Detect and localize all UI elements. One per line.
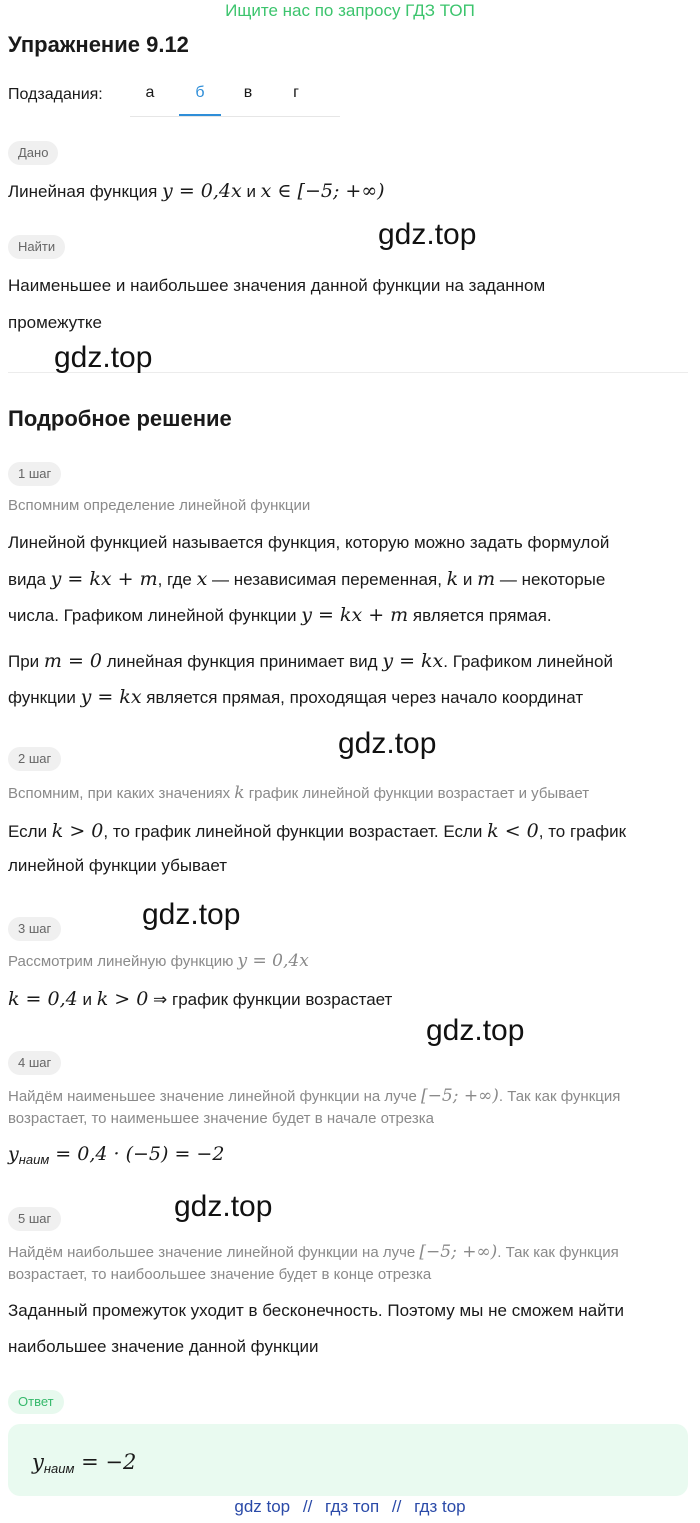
formula-subscript: наим bbox=[43, 1461, 75, 1476]
footer-links bbox=[0, 1497, 700, 1517]
text-fragment: . Так как функция bbox=[498, 1088, 621, 1105]
step-1-p2-line-2 bbox=[8, 686, 583, 708]
footer-link[interactable]: гдз топ bbox=[325, 1497, 380, 1516]
tab-a[interactable]: а bbox=[145, 84, 155, 101]
text-fragment: , где bbox=[157, 570, 197, 589]
text-fragment: — некоторые bbox=[495, 570, 606, 589]
step-4-badge: 4 шаг bbox=[8, 1051, 61, 1075]
text-fragment: Найдём наибольшее значение линейной функции на луче bbox=[8, 1244, 420, 1261]
active-tab-indicator bbox=[179, 114, 221, 116]
footer-separator: // bbox=[391, 1497, 402, 1516]
step-5-badge: 5 шаг bbox=[8, 1207, 61, 1231]
text-fragment: является прямая. bbox=[408, 606, 552, 625]
watermark: gdz.top bbox=[142, 898, 241, 931]
step-5-line-1: Заданный промежуток уходит в бесконечность. Поэтому мы не сможем найти bbox=[8, 1301, 625, 1320]
footer-separator: // bbox=[302, 1497, 313, 1516]
find-line-1: Наименьшее и наибольшее значения данной функции на заданном bbox=[8, 276, 546, 295]
step-1-badge: 1 шаг bbox=[8, 462, 61, 486]
tab-b[interactable]: б bbox=[195, 84, 205, 101]
answer-badge: Ответ bbox=[8, 1390, 64, 1414]
step-3-line-1 bbox=[8, 988, 392, 1010]
step-5-subtitle-2: возрастает, то наибоольшее значение будет в конце отрезка bbox=[8, 1266, 432, 1283]
text-fragment: — независимая переменная, bbox=[207, 570, 447, 589]
step-4-subtitle-2: возрастает, то наименьшее значение будет в начале отрезка bbox=[8, 1110, 434, 1127]
watermark: gdz.top bbox=[338, 727, 437, 760]
step-2-badge: 2 шаг bbox=[8, 747, 61, 771]
step-5-line-2: наибольшее значение данной функции bbox=[8, 1337, 319, 1356]
subtasks-tabs bbox=[130, 74, 340, 117]
find-badge: Найти bbox=[8, 235, 65, 259]
formula: m = 0 bbox=[43, 650, 103, 672]
answer-formula bbox=[32, 1450, 136, 1476]
given-text bbox=[8, 180, 385, 202]
page-title: Упражнение 9.12 bbox=[8, 32, 189, 57]
tab-v[interactable]: в bbox=[243, 84, 253, 101]
watermark: gdz.top bbox=[54, 341, 153, 374]
text-fragment: Если bbox=[8, 822, 52, 841]
formula: [−5; +∞) bbox=[421, 1086, 499, 1106]
formula: k bbox=[234, 783, 245, 803]
text-fragment: При bbox=[8, 652, 44, 671]
text-fragment: числа. Графиком линейной функции bbox=[8, 606, 302, 625]
formula: y bbox=[32, 1450, 44, 1474]
text-fragment: функции bbox=[8, 688, 81, 707]
formula: y = kx + m bbox=[301, 604, 409, 626]
step-5-subtitle-1 bbox=[8, 1242, 619, 1262]
text-fragment: Вспомним, при каких значениях bbox=[8, 785, 235, 802]
step-1-p2-line-1 bbox=[8, 650, 613, 672]
step-2-subtitle bbox=[8, 783, 589, 803]
given-badge: Дано bbox=[8, 141, 58, 165]
formula: k = 0,4 bbox=[8, 988, 78, 1010]
step-1-p1-line-2 bbox=[8, 568, 605, 590]
footer-link[interactable]: гдз top bbox=[414, 1497, 466, 1516]
formula: = 0,4 · (−5) = −2 bbox=[49, 1143, 225, 1165]
footer-link[interactable]: gdz top bbox=[234, 1497, 291, 1516]
step-4-formula bbox=[8, 1143, 224, 1167]
text-fragment: и bbox=[77, 990, 97, 1009]
text-fragment: и bbox=[458, 570, 478, 589]
watermark: gdz.top bbox=[174, 1190, 273, 1223]
step-2-line-2: линейной функции убывает bbox=[8, 856, 228, 875]
given-and: и bbox=[241, 182, 261, 201]
step-1-p1-line-1: Линейной функцией называется функция, которую можно задать формулой bbox=[8, 533, 610, 552]
formula: x bbox=[196, 568, 208, 590]
text-fragment: является прямая, проходящая через начало координат bbox=[141, 688, 584, 707]
formula: [−5; +∞) bbox=[419, 1242, 498, 1262]
subtasks-label: Подзадания: bbox=[8, 86, 103, 103]
step-1-p1-line-3 bbox=[8, 604, 552, 626]
text-fragment: . Так как функция bbox=[497, 1244, 619, 1261]
text-fragment: . Графиком линейной bbox=[443, 652, 613, 671]
text-fragment: Рассмотрим линейную функцию bbox=[8, 953, 238, 970]
step-1-subtitle: Вспомним определение линейной функции bbox=[8, 497, 311, 514]
text-fragment: Найдём наименьшее значение линейной функции на луче bbox=[8, 1088, 421, 1105]
formula: y bbox=[8, 1143, 19, 1165]
formula: = −2 bbox=[74, 1450, 137, 1474]
formula: y = kx bbox=[382, 650, 444, 672]
given-function: y = 0,4x bbox=[162, 180, 242, 202]
step-3-badge: 3 шаг bbox=[8, 917, 61, 941]
text-fragment: линейная функция принимает вид bbox=[102, 652, 383, 671]
formula: k > 0 bbox=[51, 820, 104, 842]
tab-g[interactable]: г bbox=[293, 84, 299, 101]
text-fragment: график линейной функции возрастает и убывает bbox=[244, 785, 590, 802]
text-fragment: ⇒ график функции возрастает bbox=[148, 990, 393, 1009]
step-2-line-1 bbox=[8, 820, 626, 842]
watermark: gdz.top bbox=[378, 218, 477, 251]
text-fragment: , то график bbox=[538, 822, 627, 841]
find-line-2: промежутке bbox=[8, 313, 102, 332]
formula-subscript: наим bbox=[18, 1152, 50, 1167]
solution-title: Подробное решение bbox=[8, 406, 232, 431]
formula: y = 0,4x bbox=[237, 951, 309, 971]
text-fragment: , то график линейной функции возрастает. Если bbox=[103, 822, 488, 841]
formula: k bbox=[446, 568, 459, 590]
formula: y = kx bbox=[80, 686, 142, 708]
formula: m bbox=[477, 568, 496, 590]
promo-banner[interactable]: Ищите нас по запросу ГДЗ ТОП bbox=[225, 1, 475, 20]
step-3-subtitle bbox=[8, 951, 309, 971]
watermark: gdz.top bbox=[426, 1014, 525, 1047]
given-domain: x ∈ [−5; +∞) bbox=[260, 180, 385, 202]
formula: k > 0 bbox=[96, 988, 149, 1010]
step-4-subtitle-1 bbox=[8, 1086, 620, 1106]
text-fragment: вида bbox=[8, 570, 51, 589]
formula: k < 0 bbox=[487, 820, 539, 842]
given-prefix: Линейная функция bbox=[8, 182, 163, 201]
formula: y = kx + m bbox=[50, 568, 158, 590]
